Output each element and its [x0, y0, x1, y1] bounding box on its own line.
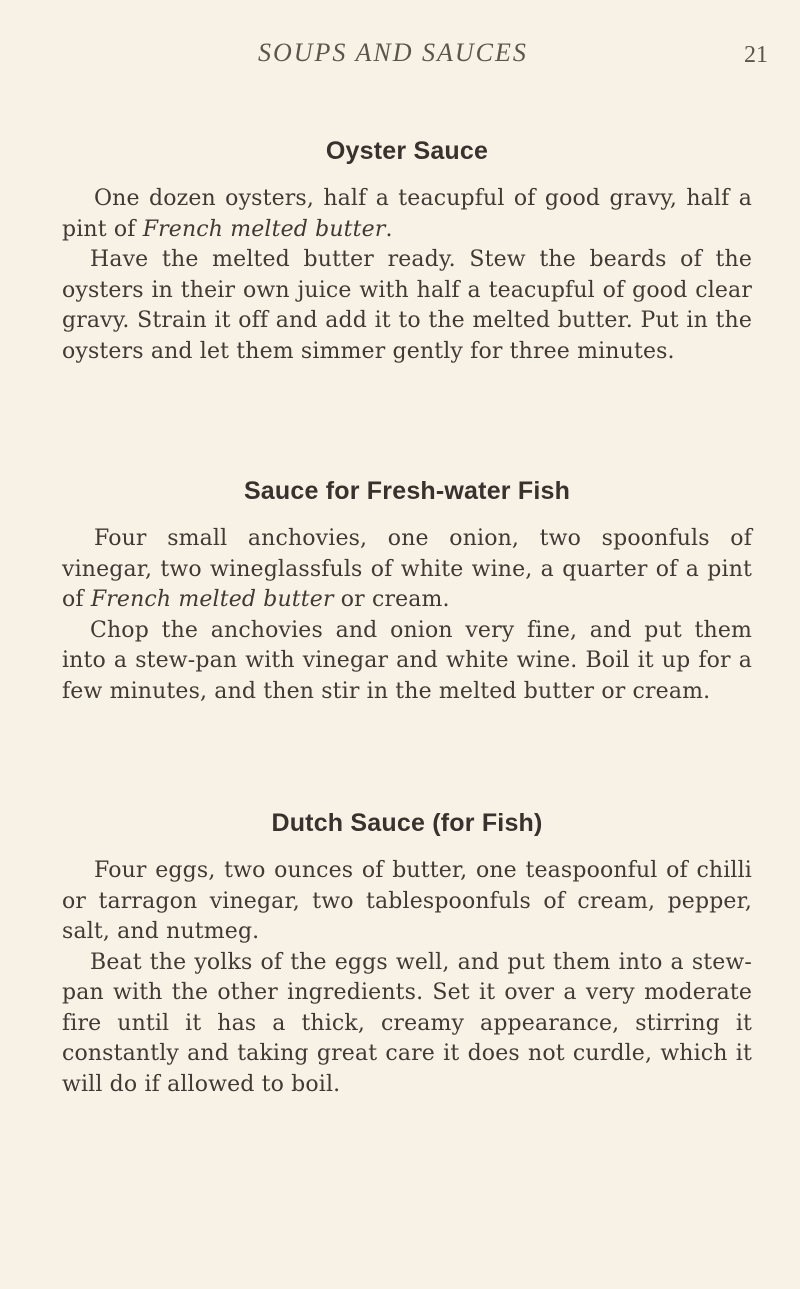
- recipe-method: Have the melted butter ready. Stew the beards of the oysters in their own juice with half a teacupful of good clear gravy. Strain it off and add it to the melted butter. Put in the oysters and let them simmer gently for three minutes.: [62, 247, 752, 364]
- ingredients-italic: French melted butter: [142, 216, 386, 242]
- recipe-title: Oyster Sauce: [325, 137, 489, 165]
- ingredients-italic: French melted butter: [90, 587, 334, 612]
- page-number: 21: [744, 42, 768, 68]
- running-title: SOUPS AND SAUCES: [258, 38, 528, 67]
- ingredients-text: Four small anchovies, one onion, two spoonfuls of vinegar, two wineglassfuls of white wine, a quarter of a pint of: [62, 526, 752, 612]
- ingredients-text: One dozen oysters, half a teacupful of good gravy, half a pint of: [62, 186, 752, 242]
- recipe-ingredients: [62, 524, 752, 616]
- ingredients-text-end: .: [385, 216, 393, 242]
- recipe-method: Chop the anchovies and onion very fine, and put them into a stew-pan with vinegar and white wine. Boil it up for a few minutes, and then stir in the melted butter or cream.: [62, 617, 752, 704]
- recipe-title: Dutch Sauce (for Fish): [271, 809, 543, 837]
- ingredients-text-end: or cream.: [333, 587, 450, 612]
- recipe-method: Beat the yolks of the eggs well, and put them into a stew-pan with the other ingredients. Set it over a very moderate fire until it has a thick, creamy appearance, stirring it constantly and taking great care it does not curdle, which it will do if allowed to boil.: [62, 949, 752, 1097]
- running-head: [0, 38, 800, 78]
- recipe-fresh-water-fish-sauce: [62, 477, 752, 707]
- recipe-dutch-sauce: [62, 809, 752, 1100]
- recipe-oyster-sauce: [62, 137, 752, 367]
- recipe-title: Sauce for Fresh-water Fish: [243, 477, 571, 505]
- recipe-ingredients: Four eggs, two ounces of butter, one teaspoonful of chilli or tarragon vinegar, two tablespoonfuls of cream, pepper, salt, and nutmeg.: [62, 858, 752, 944]
- recipe-ingredients: [62, 184, 752, 245]
